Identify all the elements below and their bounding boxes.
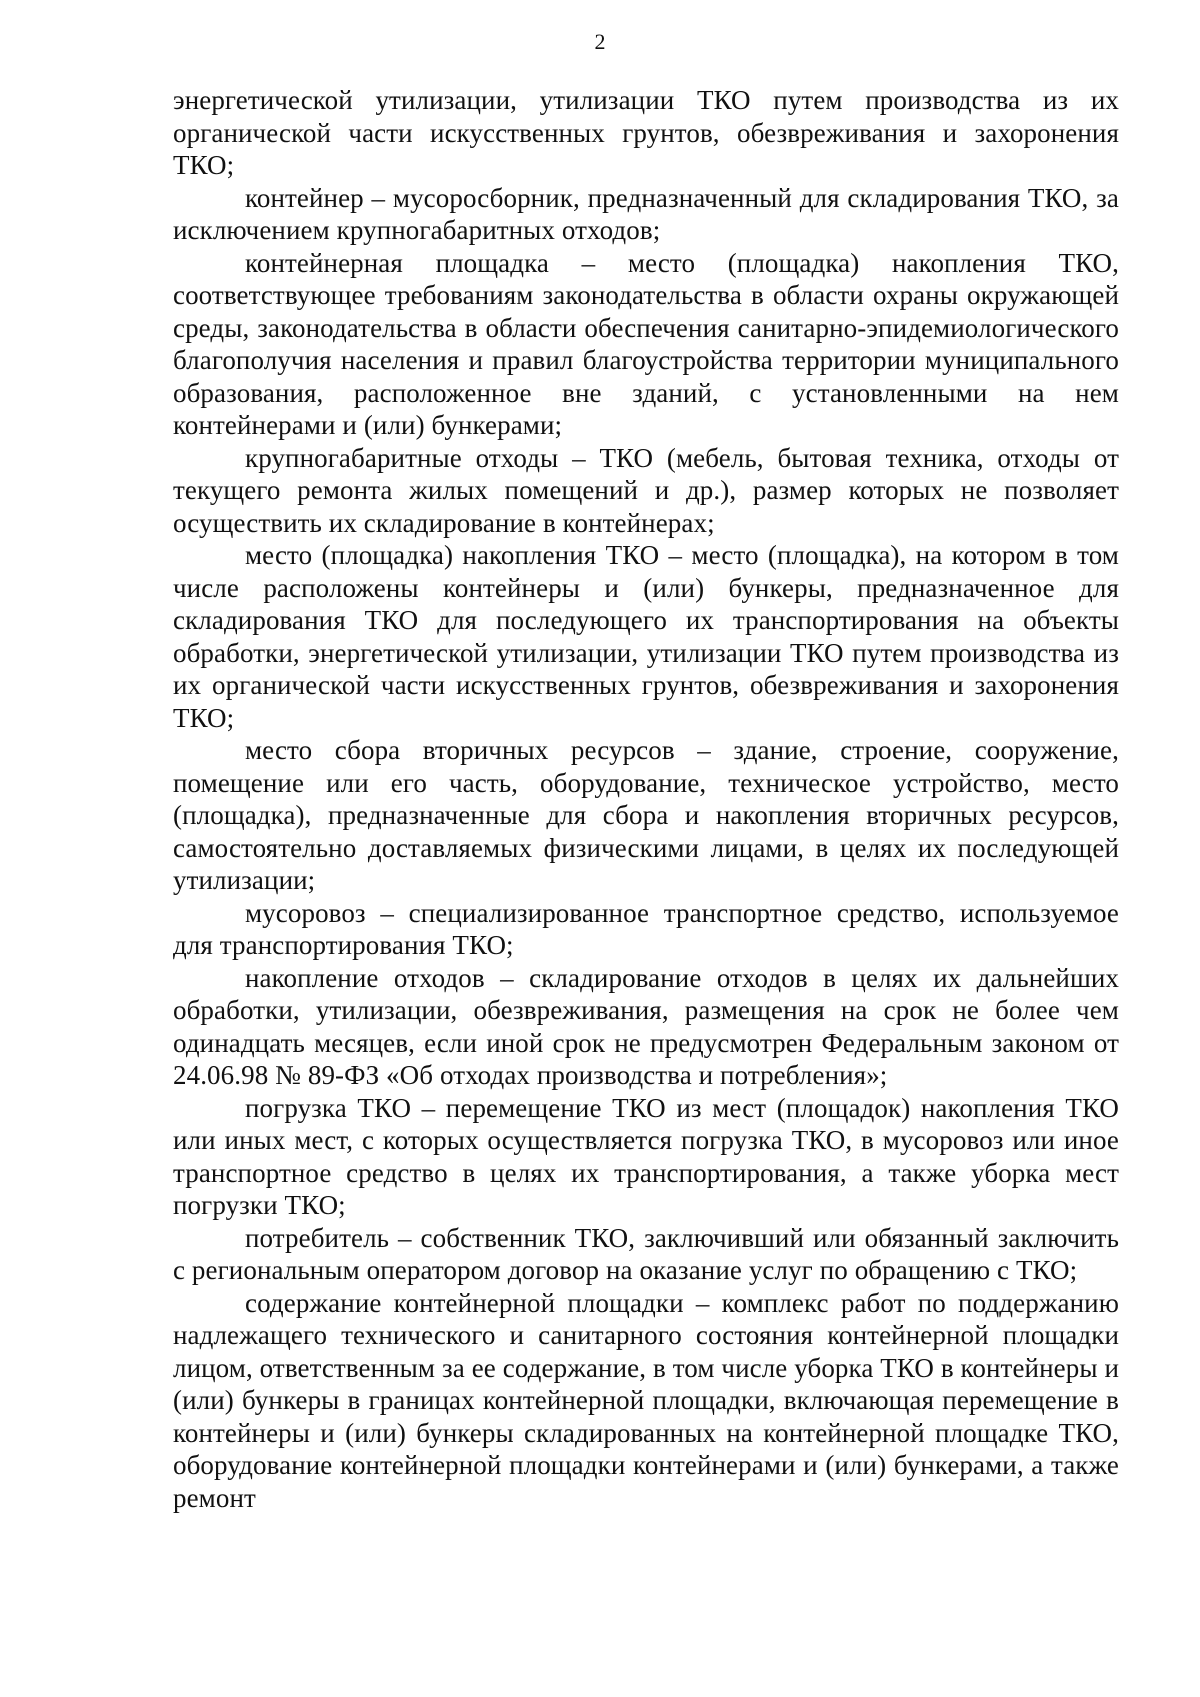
definition-waste-accumulation: накопление отходов – складирование отходов в целях их дальнейших обработки, утилизации, обезвреживания, размещения на срок не более чем одинадцать месяцев, если иной срок не предусмотрен Федеральным законом от 24.06.98 № 89-ФЗ «Об отходах производства и потребления»; [173, 962, 1119, 1090]
paragraph-continuation: энергетической утилизации, утилизации ТКО путем производства из их органической части искусственных грунтов, обезвреживания и захоронения ТКО; [173, 85, 1119, 180]
definition-recyclables-collection-point: место сбора вторичных ресурсов – здание, строение, сооружение, помещение или его часть, оборудование, техническое устройство, место (площадка), предназначенные для сбора и накопления вторичных ресурсов, самостоятельно доставляемых физическими лицами, в целях их последующей утилизации; [173, 735, 1119, 895]
definition-loading: погрузка ТКО – перемещение ТКО из мест (площадок) накопления ТКО или иных мест, с которых осуществляется погрузка ТКО, в мусоровоз или иное транспортное средство в целях их транспортирования, а также уборка мест погрузки ТКО; [173, 1092, 1119, 1220]
definition-consumer: потребитель – собственник ТКО, заключивший или обязанный заключить с региональным оператором договор на оказание услуг по обращению с ТКО; [173, 1222, 1119, 1285]
definition-garbage-truck: мусоровоз – специализированное транспортное средство, используемое для транспортирования ТКО; [173, 897, 1119, 960]
definition-container: контейнер – мусоросборник, предназначенный для складирования ТКО, за исключением крупногабаритных отходов; [173, 182, 1119, 245]
definition-site-maintenance: содержание контейнерной площадки – комплекс работ по поддержанию надлежащего технического и санитарного состояния контейнерной площадки лицом, ответственным за ее содержание, в том числе уборка ТКО в контейнеры и (или) бункеры в границах контейнерной площадки, включающая перемещение в контейнеры и (или) бункеры складированных на контейнерной площадке ТКО, оборудование контейнерной площадки контейнерами и (или) бункерами, а также ремонт [173, 1287, 1119, 1513]
definition-bulky-waste: крупногабаритные отходы – ТКО (мебель, бытовая техника, отходы от текущего ремонта жилых помещений и др.), размер которых не позволяет осуществить их складирование в контейнерах; [173, 442, 1119, 538]
definition-container-site: контейнерная площадка – место (площадка) накопления ТКО, соответствующее требованиям законодательства в области охраны окружающей среды, законодательства в области обеспечения санитарно-эпидемиологического благополучия населения и правил благоустройства территории муниципального образования, расположенное вне зданий, с установленными на нем контейнерами и (или) бункерами; [173, 247, 1119, 440]
document-body [173, 84, 1119, 1514]
definition-accumulation-site: место (площадка) накопления ТКО – место (площадка), на котором в том числе расположены контейнеры и (или) бункеры, предназначенное для складирования ТКО для последующего их транспортирования на объекты обработки, энергетической утилизации, утилизации ТКО путем производства из их органической части искусственных грунтов, обезвреживания и захоронения ТКО; [173, 540, 1119, 733]
page-number: 2 [594, 29, 606, 54]
